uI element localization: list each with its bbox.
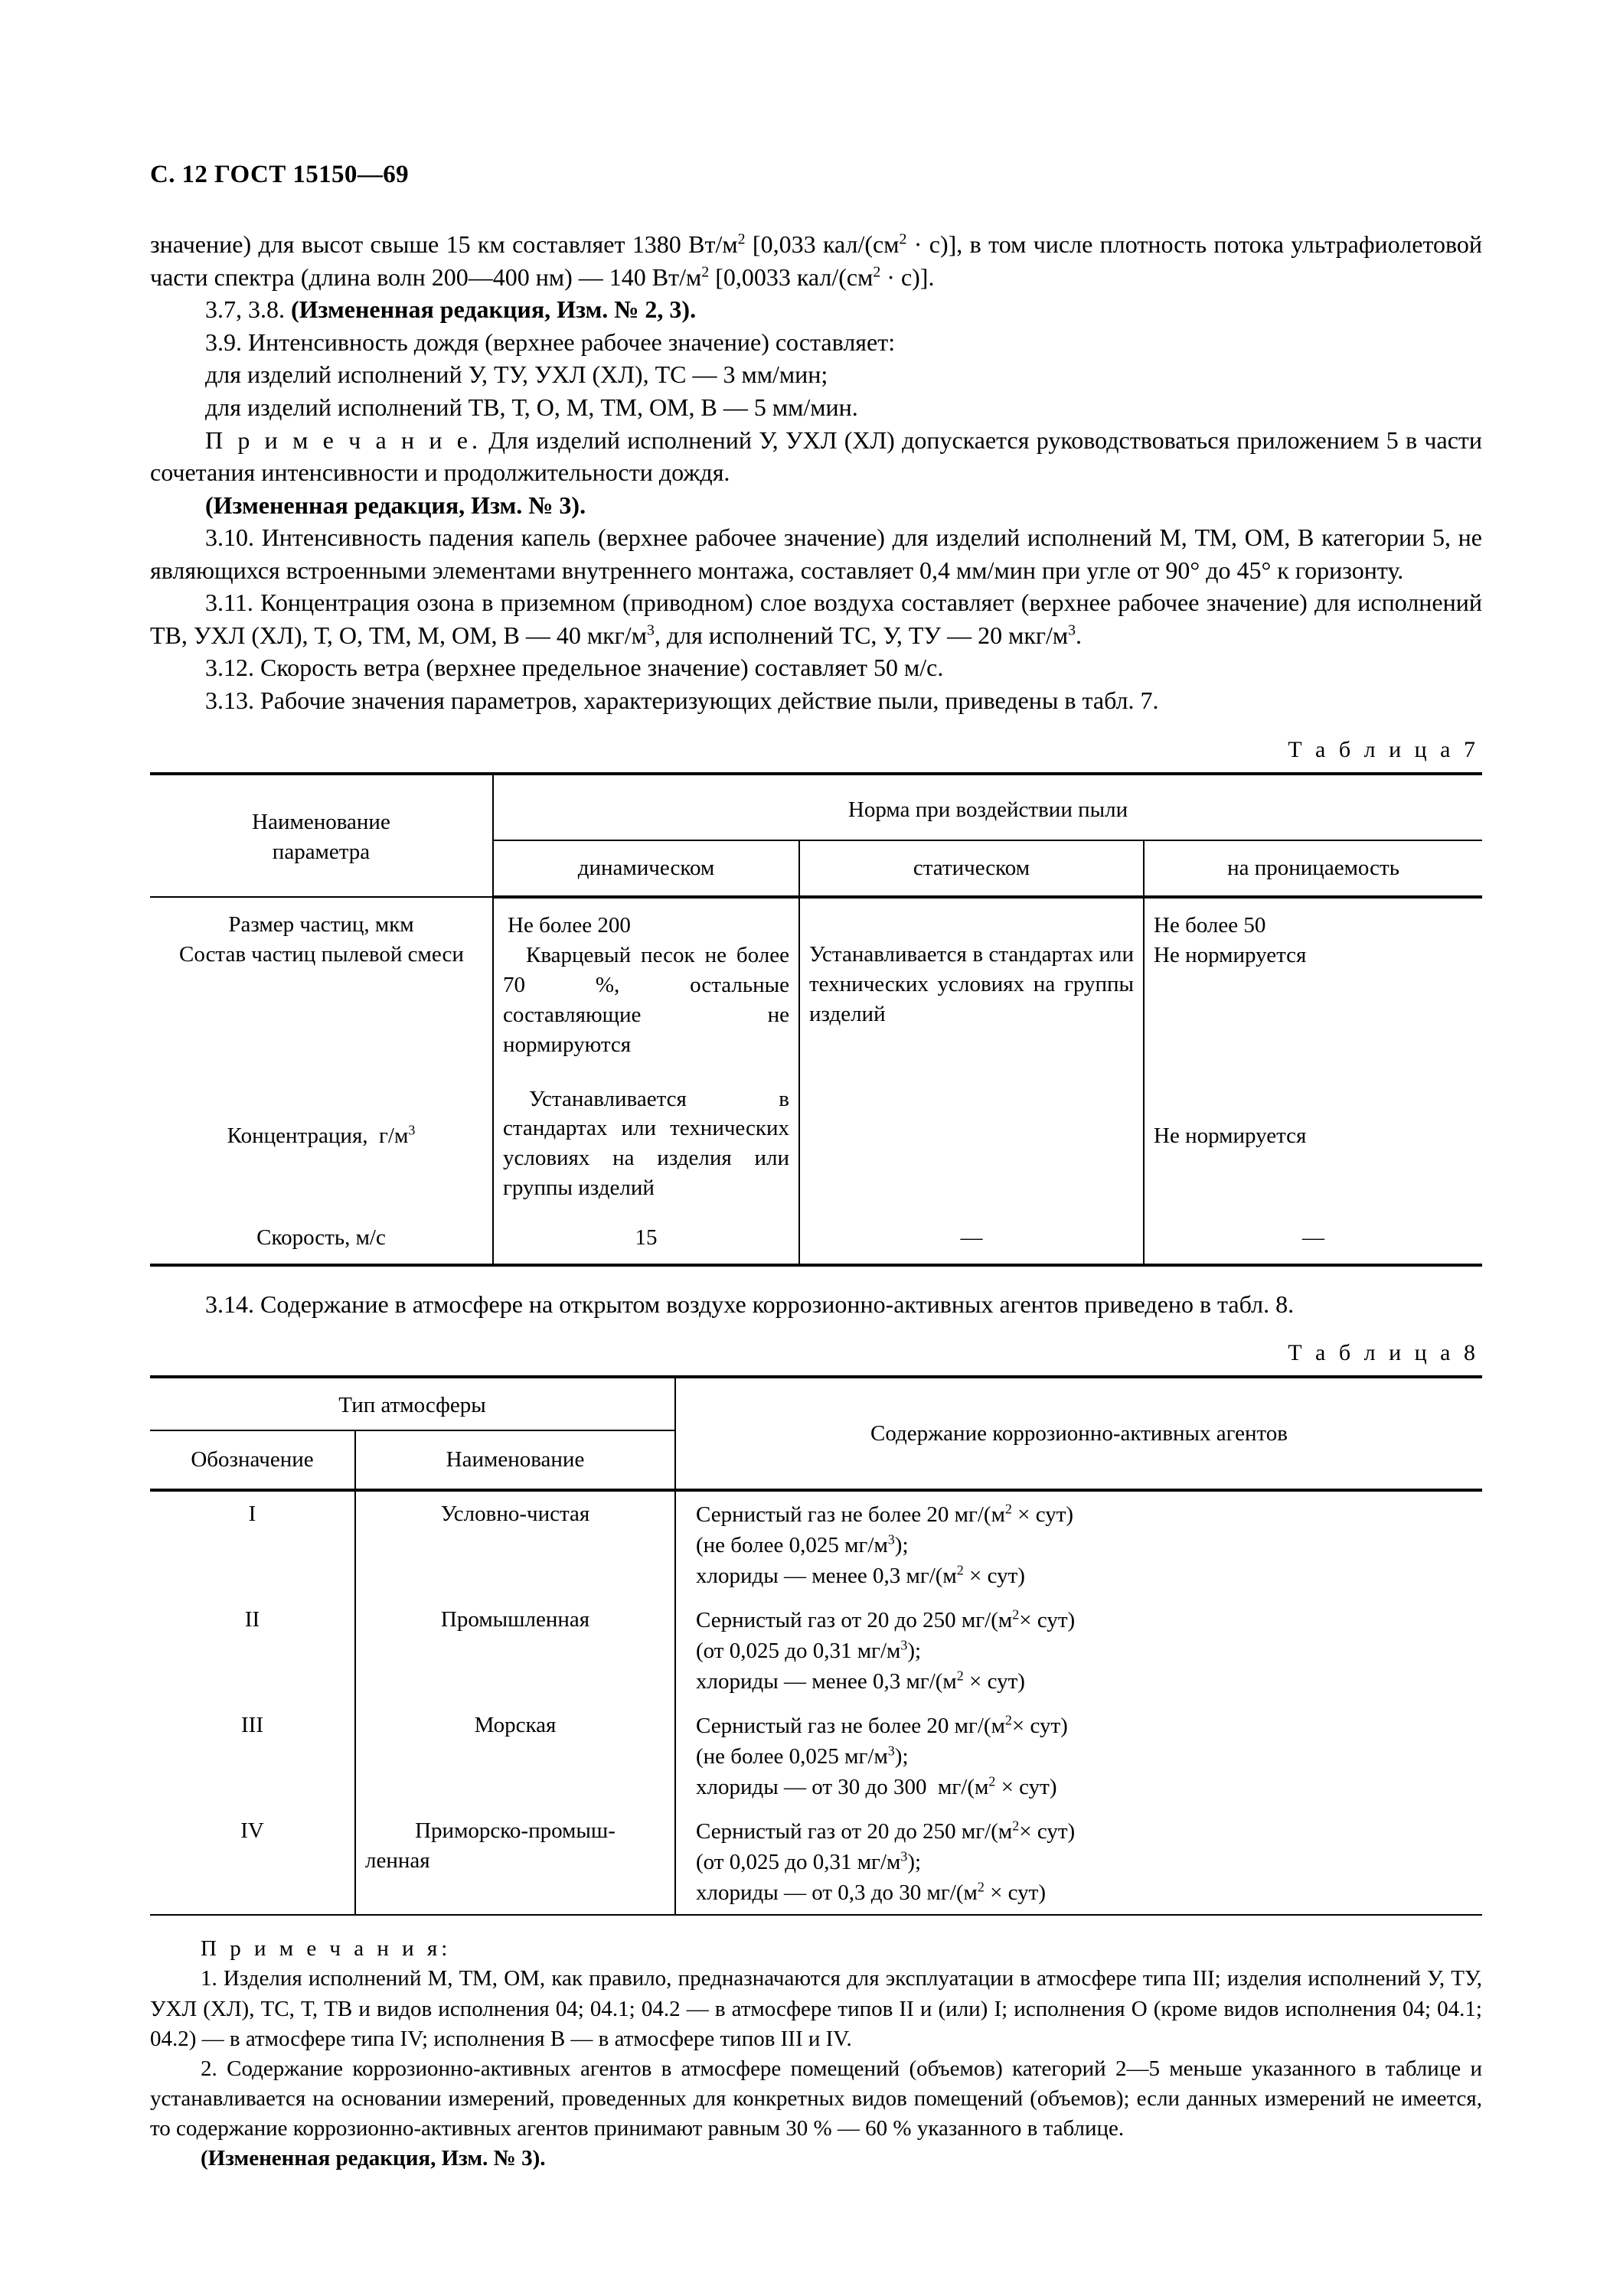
agent-line: (от 0,025 до 0,31 $мг/м^3$);	[696, 1637, 922, 1664]
table-8-cell-designation-1: I	[248, 1502, 256, 1527]
notes-title: П р и м е ч а н и я:	[201, 1936, 452, 1962]
table-8-header-content: Содержание коррозионно-активных агентов	[675, 1377, 1482, 1490]
table-7-cell-dynamic-1	[493, 897, 799, 1071]
paragraph-3-10: 3.10. Интенсивность падения капель (верхнее рабочее значение) для изделий исполнений М, ТМ, ОМ, В категории 5, не являющихся встроенными элементами внутреннего монтажа, составляет 0,4 мм/мин при угле от 90° до 45° к горизонту.	[150, 523, 1482, 584]
sup-3: 3	[887, 1743, 895, 1759]
table-7-header-param-line1: Наименование	[252, 809, 390, 834]
table-7-header-dynamic: динамическом	[493, 840, 799, 897]
table-8-cell-name-2: Промышленная	[355, 1597, 675, 1703]
table-8-cell-designation-2: II	[244, 1607, 260, 1632]
table-row	[150, 1703, 1482, 1808]
table-8-caption: Т а б л и ц а 8	[1288, 1340, 1479, 1366]
agent-line: хлориды — менее 0,3 $мг/(м^2 \times сут)$	[696, 1668, 1025, 1694]
table-7-caption: Т а б л и ц а 7	[1288, 736, 1479, 762]
sup-2: 2	[977, 1879, 985, 1895]
sup-2: 2	[701, 263, 710, 281]
agent-line: (от 0,025 до 0,31 $мг/м^3$);	[696, 1848, 922, 1875]
table-row-header-1	[150, 774, 1482, 841]
clause-number: 3.7, 3.8.	[205, 295, 285, 324]
table-8	[150, 1375, 1482, 1916]
table-7-cell-permeability-1	[1144, 897, 1482, 1071]
permeability-line-2: Не нормируется	[1154, 943, 1307, 968]
agent-line: хлориды — менее 0,3 $мг/(м^2 \times сут)$	[696, 1562, 1025, 1589]
sup-2: 2	[1012, 1818, 1020, 1834]
paragraph-3-13: 3.13. Рабочие значения параметров, характеризующих действие пыли, приведены в табл. 7.	[205, 686, 1159, 714]
sup-2: 2	[737, 230, 746, 248]
table-8-cell-agents-1	[675, 1490, 1482, 1597]
table-7-header-norm-group: Норма при воздействии пыли	[493, 774, 1482, 841]
table-7-cell-static-2	[799, 1072, 1144, 1215]
table-8-header-atmosphere-type: Тип атмосферы	[150, 1377, 675, 1430]
table-row	[150, 1597, 1482, 1703]
table-7-header-static: статическом	[799, 840, 1144, 897]
note-1: 1. Изделия исполнений М, ТМ, ОМ, как правило, предназначаются для эксплуатации в атмосфере типа III; изделия исполнений У, ТУ, УХЛ (ХЛ), ТС, Т, ТВ и видов исполнения 04; 04.1; 04.2 — в атмосфере типов II и (или) I; исполнения О (кроме видов исполнения 04; 04.1; 04.2) — в атмосфере типа IV; исполнения В — в атмосфере типов III и IV.	[150, 1966, 1482, 2051]
sup-3: 3	[408, 1121, 416, 1137]
table-8-cell-agents-2	[675, 1597, 1482, 1703]
table-7-cell-permeability-3: —	[1144, 1215, 1482, 1265]
agent-line: хлориды — от 0,3 до 30 $мг/(м^2 \times сут)$	[696, 1879, 1047, 1906]
table-8-cell-name-4	[355, 1808, 675, 1915]
note-label: П р и м е ч а н и е.	[205, 426, 482, 454]
sup-3: 3	[887, 1531, 895, 1548]
table-7-header-permeability: на проницаемость	[1144, 840, 1482, 897]
table-7-header-param-line2: параметра	[272, 839, 371, 864]
paragraph-3-9-item-a: для изделий исполнений У, ТУ, УХЛ (ХЛ), ТС — 3 мм/мин;	[205, 360, 828, 389]
sup-3: 3	[1068, 621, 1076, 639]
name-line-1: Приморско-промыш-	[415, 1818, 616, 1844]
agent-line: (не более 0,025 $мг/м^3$);	[696, 1531, 909, 1558]
table-row	[150, 1490, 1482, 1597]
table-row	[150, 897, 1482, 1071]
table-7-cell-param-3: Скорость, м/с	[150, 1215, 493, 1265]
sup-2: 2	[988, 1773, 996, 1789]
paragraph-3-9: 3.9. Интенсивность дождя (верхнее рабочее значение) составляет:	[205, 328, 896, 356]
table-8-cell-name-1: Условно-чистая	[355, 1490, 675, 1597]
table-row	[150, 1808, 1482, 1915]
sup-2: 2	[873, 263, 881, 281]
body-text-block	[150, 228, 1482, 716]
table-7-cell-dynamic-2: Устанавливается в стандартах или технических условиях на изделия или группы изделий	[493, 1072, 799, 1215]
sup-2: 2	[1004, 1501, 1012, 1517]
table-8-cell-agents-4	[675, 1808, 1482, 1915]
agent-line: Сернистый газ от 20 до 250 $мг/(м^2\times сут)$	[696, 1818, 1076, 1844]
table-7-cell-param-2: Концентрация, $г/м^3$	[227, 1121, 416, 1148]
sup-2: 2	[899, 230, 907, 248]
table-7-cell-param-1	[150, 897, 493, 1071]
table-8-cell-agents-3	[675, 1703, 1482, 1808]
param-line-size: Размер частиц, мкм	[228, 912, 414, 938]
sup-3: 3	[900, 1637, 908, 1653]
sup-2: 2	[956, 1562, 964, 1578]
table-row	[150, 1215, 1482, 1265]
table-row-header-1	[150, 1377, 1482, 1430]
paragraph-3-7-3-8	[150, 293, 1482, 326]
amendment-note-izm3-a: (Измененная редакция, Изм. № 3).	[205, 491, 586, 519]
agent-line: Сернистый газ не более 20 $мг/(м^2\times сут)$	[696, 1712, 1068, 1739]
table-7-header-param	[150, 774, 493, 898]
table-8-cell-designation-4: IV	[150, 1808, 355, 1915]
table-8-cell-designation-3: III	[241, 1713, 263, 1738]
permeability-line-1: Не более 50	[1154, 913, 1266, 938]
body-text-block-2	[150, 1288, 1482, 1321]
paragraph-3-12: 3.12. Скорость ветра (верхнее предельное значение) составляет 50 м/с.	[205, 654, 944, 682]
table-8-cell-name-3: Морская	[355, 1703, 675, 1808]
agent-line: хлориды — от 30 до 300 $мг/(м^2 \times сут)$	[696, 1773, 1057, 1800]
dynamic-line-2: Кварцевый песок не более 70 %, остальные составляющие не нормируются	[503, 943, 789, 1057]
amendment-note: (Измененная редакция, Изм. № 2, 3).	[291, 295, 697, 324]
table-row	[150, 1072, 1482, 1215]
name-line-2: ленная	[365, 1848, 430, 1874]
note-body: Для изделий исполнений У, УХЛ (ХЛ) допускается руководствоваться приложением 5 в части сочетания интенсивности и продолжительности дождя.	[150, 426, 1483, 487]
table-7-cell-permeability-2: Не нормируется	[1144, 1072, 1482, 1215]
note-2: 2. Содержание коррозионно-активных агентов в атмосфере помещений (объемов) категорий 2—5 меньше указанного в таблице и устанавливается на основании измерений, проведенных для конкретных видов помещений (объемов); если данных измерений не имеется, то содержание коррозионно-активных агентов принимают равным 30 % — 60 % указанного в таблице.	[150, 2056, 1482, 2141]
param-line-composition: Состав частиц пылевой смеси	[179, 942, 464, 967]
agent-line: (не более 0,025 $мг/м^3$);	[696, 1743, 909, 1769]
notes-block	[150, 1934, 1482, 2174]
sup-3: 3	[900, 1848, 908, 1864]
paragraph-note-rain	[150, 424, 1482, 489]
page-header: С. 12 ГОСТ 15150—69	[150, 161, 410, 188]
table-7-cell-static-1: Устанавливается в стандартах или технических условиях на группы изделий	[799, 897, 1144, 1071]
page-content	[150, 0, 1482, 2174]
sup-2: 2	[1004, 1712, 1012, 1728]
table-8-header-name: Наименование	[355, 1430, 675, 1490]
sup-2: 2	[1012, 1606, 1020, 1623]
table-7-cell-dynamic-3: 15	[493, 1215, 799, 1265]
table-7	[150, 772, 1482, 1267]
sup-2: 2	[956, 1668, 964, 1684]
paragraph-3-11: 3.11. Концентрация озона в приземном (приводном) слое воздуха составляет (верхнее рабочее значение) для исполнений ТВ, УХЛ (ХЛ), Т, О, ТМ, М, ОМ, В — 40 мкг/$м^3$, для исполнений ТС, У, ТУ — 20 мкг/$м^3$.	[150, 589, 1482, 649]
amendment-note-izm3-b: (Измененная редакция, Изм. № 3).	[201, 2146, 546, 2171]
dynamic-line-1: Не более 200	[508, 913, 631, 938]
agent-line: Сернистый газ от 20 до 250 $мг/(м^2\times сут)$	[696, 1606, 1076, 1633]
table-8-header-designation: Обозначение	[150, 1430, 355, 1490]
paragraph-3-14: 3.14. Содержание в атмосфере на открытом воздухе коррозионно-активных агентов приведено в табл. 8.	[205, 1290, 1295, 1318]
paragraph-continued: значение) для высот свыше 15 км составляет 1380 $Вт/м^2$ [0,033 кал/$(см^2 \cdot с)$], в том числе плотность потока ультрафиолетовой части спектра (длина волн 200—400 нм) — 140 $Вт/м^2$ [0,0033 кал/$(см^2 \cdot с)$].	[150, 230, 1482, 291]
paragraph-3-9-item-b: для изделий исполнений ТВ, Т, О, М, ТМ, ОМ, В — 5 мм/мин.	[205, 393, 858, 422]
table-7-cell-static-3: —	[799, 1215, 1144, 1265]
agent-line: Сернистый газ не более 20 $мг/(м^2 \times сут)$	[696, 1501, 1074, 1528]
sup-3: 3	[646, 621, 655, 639]
